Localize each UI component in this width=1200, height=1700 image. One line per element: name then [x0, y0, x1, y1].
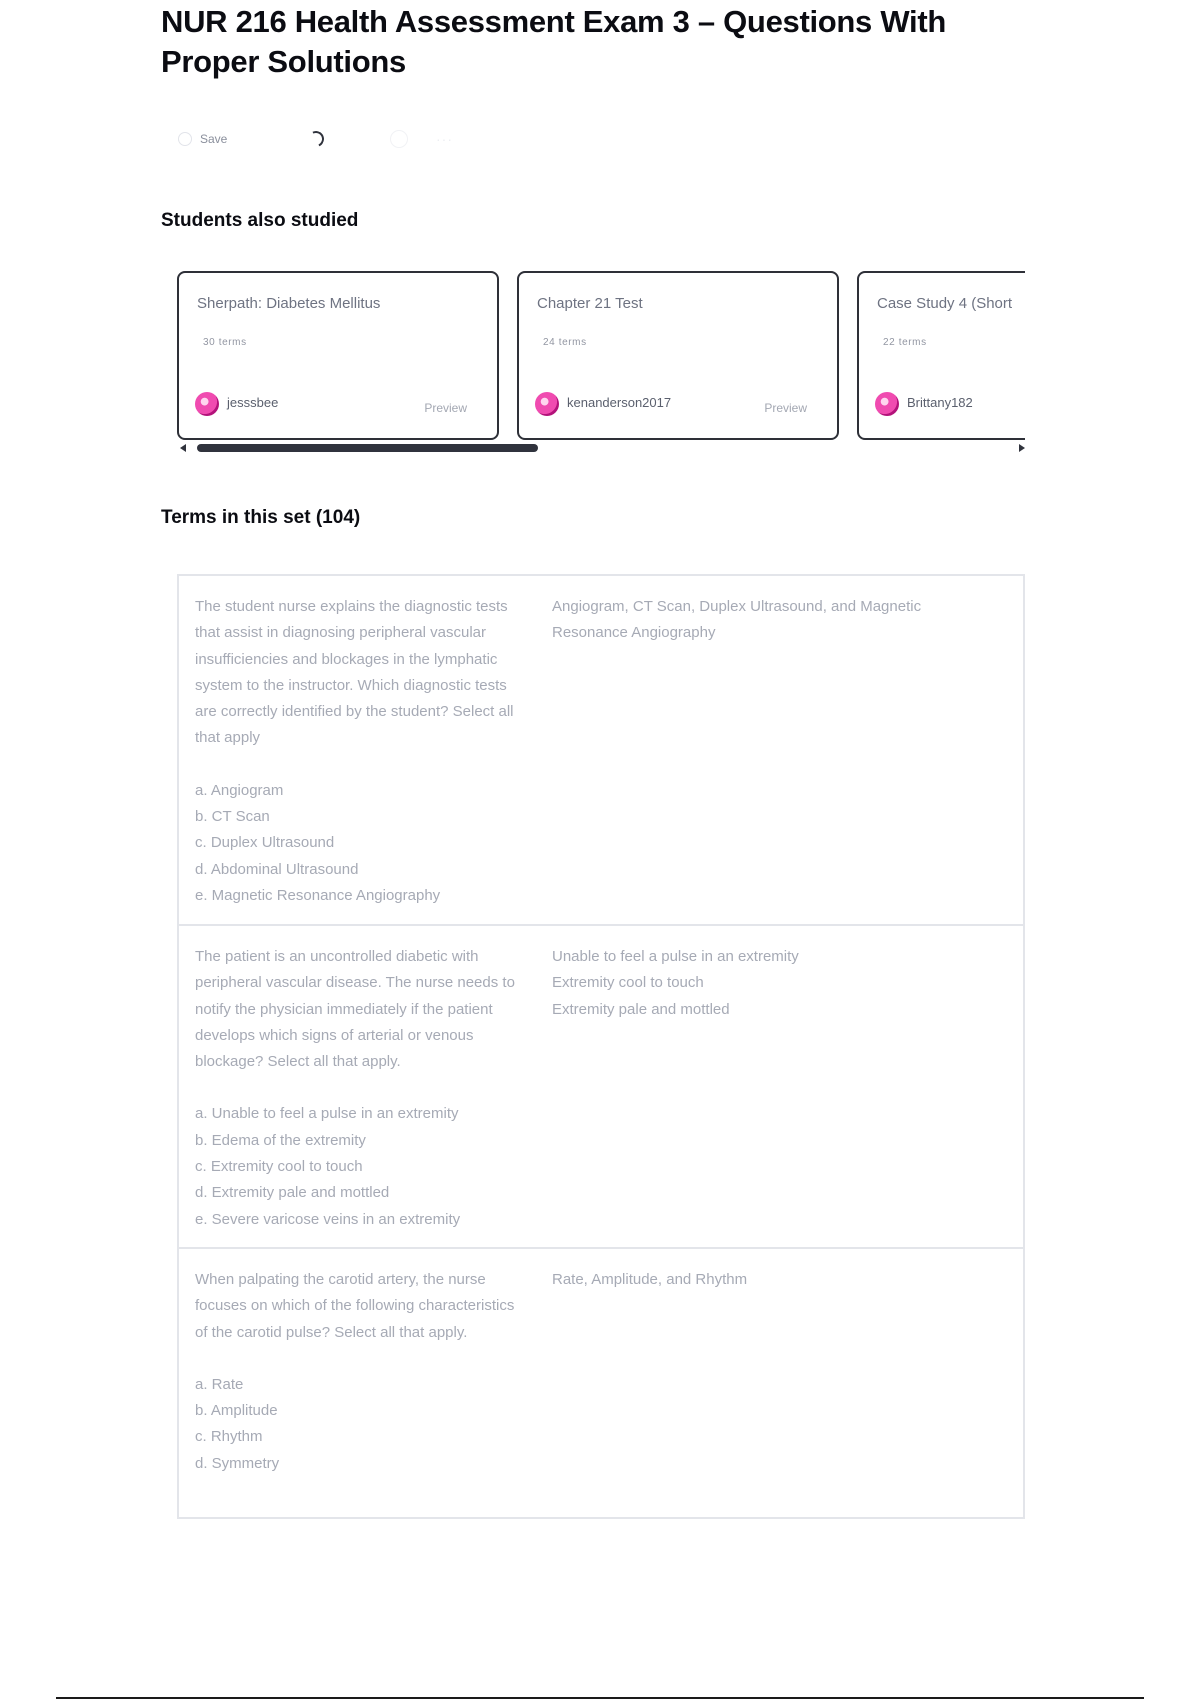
card-title: Chapter 21 Test	[537, 295, 643, 312]
term-answer	[552, 1267, 992, 1293]
avatar	[195, 392, 219, 416]
option: a. Angiogram	[195, 781, 284, 799]
term-row	[179, 1247, 1023, 1517]
avatar	[535, 392, 559, 416]
divider	[56, 1697, 1144, 1699]
option: a. Unable to feel a pulse in an extremity	[195, 1105, 459, 1123]
answer-line: Rate, Amplitude, and Rhythm	[552, 1271, 748, 1288]
term-row	[179, 576, 1023, 924]
option: d. Abdominal Ultrasound	[195, 860, 359, 878]
question-text: When palpating the carotid artery, the nurse focuses on which of the following characteristics of the carotid pulse? Select all that apply.	[195, 1271, 515, 1341]
study-set-card[interactable]	[517, 271, 839, 440]
avatar	[875, 392, 899, 416]
card-title: Case Study 4 (Short	[877, 295, 1013, 312]
preview-button[interactable]: Preview	[764, 401, 807, 415]
term-question	[195, 594, 525, 909]
share-button[interactable]	[390, 126, 408, 152]
option: d. Extremity pale and mottled	[195, 1184, 390, 1202]
option: d. Symmetry	[195, 1454, 280, 1472]
card-username[interactable]: jesssbee	[227, 395, 279, 410]
option: e. Magnetic Resonance Angiography	[195, 886, 441, 904]
more-icon: ···	[436, 131, 453, 147]
scrollbar-thumb[interactable]	[197, 444, 538, 452]
answer-line: Angiogram, CT Scan, Duplex Ultrasound, and Magnetic Resonance Angiography	[552, 598, 922, 642]
students-also-studied-heading: Students also studied	[161, 210, 359, 231]
option: c. Duplex Ultrasound	[195, 834, 335, 852]
study-set-card[interactable]	[177, 271, 499, 440]
option: c. Rhythm	[195, 1428, 263, 1446]
card-term-count: 22 terms	[883, 337, 927, 348]
terms-heading: Terms in this set (104)	[161, 507, 361, 528]
option: b. CT Scan	[195, 808, 270, 826]
option: c. Extremity cool to touch	[195, 1158, 363, 1176]
answer-line: Extremity cool to touch	[552, 974, 704, 992]
term-answer	[552, 944, 992, 1023]
card-term-count: 30 terms	[203, 337, 247, 348]
spinner-icon	[306, 129, 327, 150]
option: a. Rate	[195, 1375, 244, 1393]
toolbar	[178, 126, 498, 152]
loading-spinner	[308, 126, 324, 152]
card-username[interactable]: kenanderson2017	[567, 395, 672, 410]
card-title: Sherpath: Diabetes Mellitus	[197, 295, 381, 312]
option: b. Amplitude	[195, 1402, 278, 1420]
option: b. Edema of the extremity	[195, 1131, 366, 1149]
share-icon	[390, 130, 408, 148]
page-title: NUR 216 Health Assessment Exam 3 – Questions With Proper Solutions	[161, 4, 946, 79]
scroll-left-arrow-icon[interactable]	[180, 444, 186, 452]
save-label: Save	[200, 132, 228, 146]
save-icon	[178, 132, 192, 146]
carousel-scrollbar[interactable]	[180, 443, 1025, 453]
terms-table	[177, 574, 1025, 1519]
option: e. Severe varicose veins in an extremity	[195, 1210, 461, 1228]
term-answer	[552, 594, 992, 647]
save-button[interactable]	[178, 126, 227, 152]
answer-line: Extremity pale and mottled	[552, 1000, 730, 1018]
scroll-right-arrow-icon[interactable]	[1019, 444, 1025, 452]
term-row	[179, 924, 1023, 1247]
question-text: The student nurse explains the diagnostic tests that assist in diagnosing peripheral vascular insufficiencies and blockages in the lymphatic system to the instructor. Which diagnostic tests are correctly identified by the student? Select all that apply	[195, 598, 514, 747]
answer-line: Unable to feel a pulse in an extremity	[552, 948, 799, 965]
term-question	[195, 944, 525, 1233]
card-term-count: 24 terms	[543, 337, 587, 348]
question-text: The patient is an uncontrolled diabetic with peripheral vascular disease. The nurse needs to notify the physician immediately if the patient develops which signs of arterial or venous blockage? Select all that apply.	[195, 948, 515, 1071]
card-username[interactable]: Brittany182	[907, 395, 973, 410]
study-set-carousel	[177, 271, 1025, 441]
more-button[interactable]	[436, 126, 453, 152]
preview-button[interactable]: Preview	[424, 401, 467, 415]
study-set-card[interactable]	[857, 271, 1025, 440]
term-question	[195, 1267, 525, 1477]
